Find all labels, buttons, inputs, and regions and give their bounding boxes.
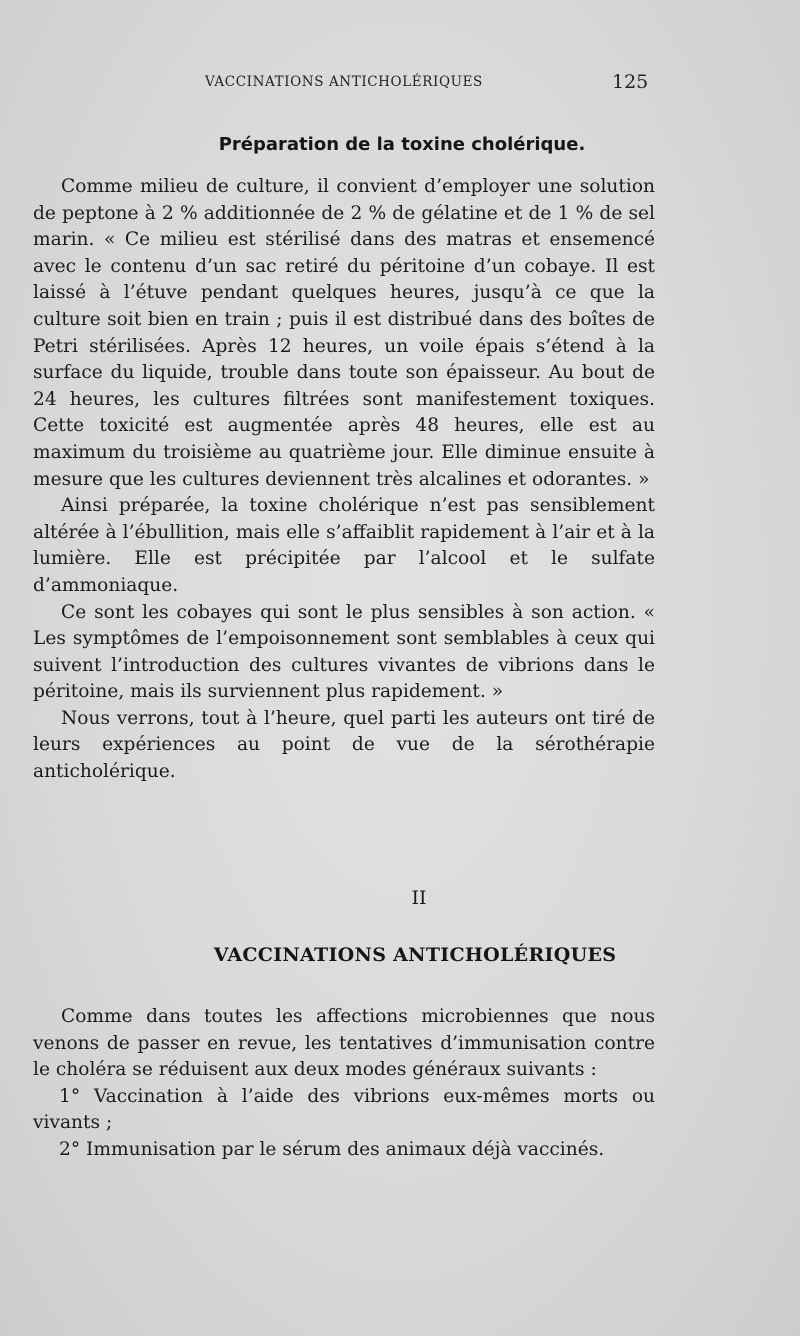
section-heading: Préparation de la toxine cholérique. <box>218 134 586 155</box>
part-heading: VACCINATIONS ANTICHOLÉRIQUES <box>213 944 617 966</box>
list-item: 2° Immunisation par le sérum des animaux déjà vaccinés. <box>59 1138 605 1160</box>
text-block-vaccinations <box>33 1004 655 1164</box>
running-head <box>0 71 800 98</box>
paragraph: Ce sont les cobayes qui sont le plus sensibles à son action. « Les symptômes de l’empoisonnement sont semblables à ceux qui suivent l’introduction des cultures vivantes de vibrions dans le péritoine, mais ils surviennent plus rapidement. » <box>33 601 655 703</box>
page-number: 125 <box>612 71 649 93</box>
running-title: VACCINATIONS ANTICHOLÉRIQUES <box>205 74 483 90</box>
paragraph: Nous verrons, tout à l’heure, quel parti les auteurs ont tiré de leurs expériences au point de vue de la sérothérapie anticholérique. <box>33 707 655 783</box>
paragraph: Comme milieu de culture, il convient d’employer une solution de peptone à 2 % additionnée de 2 % de gélatine et de 1 % de sel marin. « Ce milieu est stérilisé dans des matras et ensemencé avec le contenu d’un sac retiré du péritoine d’un cobaye. Il est laissé à l’étuve pendant quelques heures, jusqu’à ce que la culture soit bien en train ; puis il est distribué dans des boîtes de Petri stérilisées. Après 12 heures, un voile épais s’étend à la surface du liquide, trouble dans toute son épaisseur. Au bout de 24 heures, les cultures filtrées sont manifestement toxiques. Cette toxicité est augmentée après 48 heures, elle est au maximum du troisième au quatrième jour. Elle diminue ensuite à mesure que les cultures deviennent très alcalines et odorantes. » <box>33 176 655 490</box>
text-block-toxin <box>33 174 655 786</box>
list-item: 1° Vaccination à l’aide des vibrions eux-mêmes morts ou vivants ; <box>33 1085 655 1134</box>
paragraph: Comme dans toutes les affections microbiennes que nous venons de passer en revue, les tentatives d’immunisation contre le choléra se réduisent aux deux modes généraux suivants : <box>33 1006 655 1081</box>
paragraph: Ainsi préparée, la toxine cholérique n’est pas sensiblement altérée à l’ébullition, mais elle s’affaiblit rapidement à l’air et à la lumière. Elle est précipitée par l’alcool et le sulfate d’ammoniaque. <box>33 495 655 596</box>
part-numeral: II <box>411 887 427 909</box>
